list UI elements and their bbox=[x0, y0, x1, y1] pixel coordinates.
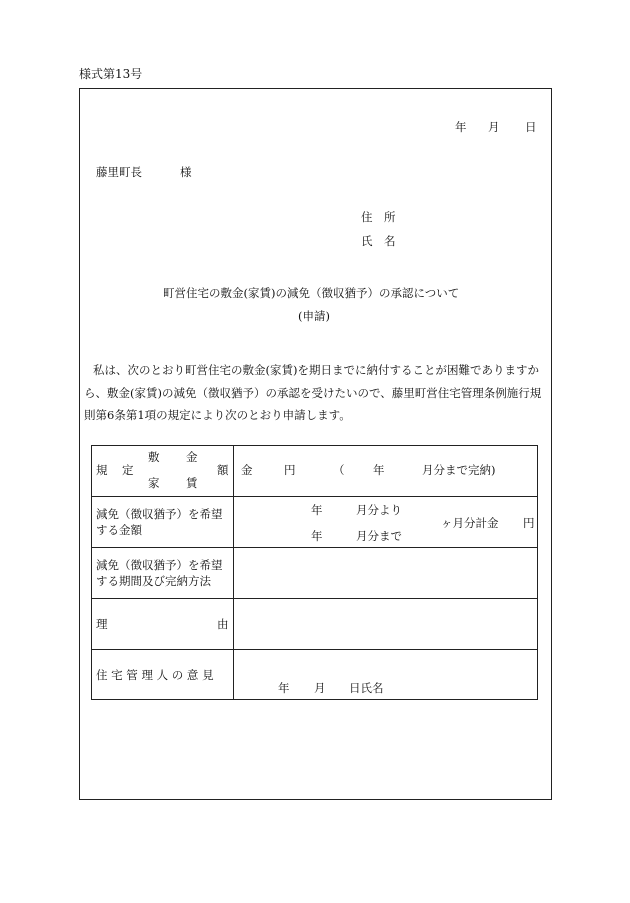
amount-yen: 円 bbox=[284, 463, 296, 477]
requested-amount-value-cell[interactable] bbox=[234, 497, 538, 548]
amount-year: 年 bbox=[373, 463, 385, 477]
to-year: 年 bbox=[311, 529, 323, 543]
label-ki: 規 bbox=[96, 463, 108, 477]
from-month: 月分より bbox=[356, 503, 402, 517]
label-shiki: 敷 bbox=[148, 450, 160, 464]
label-chin: 賃 bbox=[186, 476, 198, 490]
applicant-name-label: 氏 名 bbox=[361, 234, 396, 248]
addressee-honorific: 様 bbox=[180, 165, 192, 179]
to-month: 月分まで bbox=[356, 529, 402, 543]
addressee-name: 藤里町長 bbox=[96, 165, 142, 179]
table-row-regulated-amount bbox=[92, 446, 538, 497]
opinion-year: 年 bbox=[278, 681, 290, 695]
amount-paren-open: （ bbox=[333, 463, 345, 477]
manager-opinion-value-cell[interactable] bbox=[234, 650, 538, 700]
body-line-2: ら、敷金(家賃)の減免（徴収猶予）の承認を受けたいので、藤里町営住宅管理条例施行規 bbox=[84, 386, 542, 400]
reason-label-ri: 理 bbox=[96, 617, 108, 631]
label-tei: 定 bbox=[122, 463, 134, 477]
opinion-month: 月 bbox=[314, 681, 326, 695]
amount-paid-until: 月分まで完納) bbox=[422, 463, 496, 477]
reason-label-cell bbox=[92, 599, 234, 650]
document-subtitle: (申請) bbox=[298, 309, 330, 323]
date-year-label: 年 bbox=[455, 120, 467, 134]
label-ka: 家 bbox=[148, 476, 160, 490]
application-table bbox=[91, 445, 538, 700]
from-year: 年 bbox=[311, 503, 323, 517]
table-row-period-method bbox=[92, 548, 538, 599]
opinion-day-name: 日氏名 bbox=[349, 681, 384, 695]
manager-opinion-label-cell bbox=[92, 650, 234, 700]
label-kin: 金 bbox=[186, 450, 198, 464]
regulated-amount-label-cell bbox=[92, 446, 234, 497]
manager-opinion-label: 住 宅 管 理 人 の 意 見 bbox=[96, 668, 214, 682]
table-row-manager-opinion bbox=[92, 650, 538, 700]
requested-amount-label-2: する金額 bbox=[96, 523, 142, 537]
period-method-label-cell bbox=[92, 548, 234, 599]
total-months-label: ヶ月分計金 bbox=[441, 516, 499, 530]
period-method-label-2: する期間及び完納方法 bbox=[96, 574, 211, 588]
form-number: 様式第13号 bbox=[79, 67, 143, 81]
reason-label-yu: 由 bbox=[217, 617, 229, 631]
total-yen: 円 bbox=[523, 516, 535, 530]
requested-amount-label-cell bbox=[92, 497, 234, 548]
label-gaku: 額 bbox=[217, 463, 229, 477]
body-line-3: 則第6条第1項の規定により次のとおり申請します。 bbox=[84, 408, 351, 422]
document-title: 町営住宅の敷金(家賃)の減免（徴収猶予）の承認について bbox=[163, 286, 460, 300]
period-method-value-cell[interactable] bbox=[234, 548, 538, 599]
amount-kin: 金 bbox=[241, 463, 253, 477]
address-label: 住 所 bbox=[361, 210, 396, 224]
body-line-1: 私は、次のとおり町営住宅の敷金(家賃)を期日までに納付することが困難でありますか bbox=[93, 363, 539, 377]
reason-value-cell[interactable] bbox=[234, 599, 538, 650]
table-row-reason bbox=[92, 599, 538, 650]
period-method-label-1: 減免（徴収猶予）を希望 bbox=[96, 558, 223, 572]
date-month-label: 月 bbox=[488, 120, 500, 134]
regulated-amount-value-cell[interactable] bbox=[234, 446, 538, 497]
date-day-label: 日 bbox=[525, 120, 537, 134]
table-row-requested-amount bbox=[92, 497, 538, 548]
requested-amount-label-1: 減免（徴収猶予）を希望 bbox=[96, 507, 223, 521]
